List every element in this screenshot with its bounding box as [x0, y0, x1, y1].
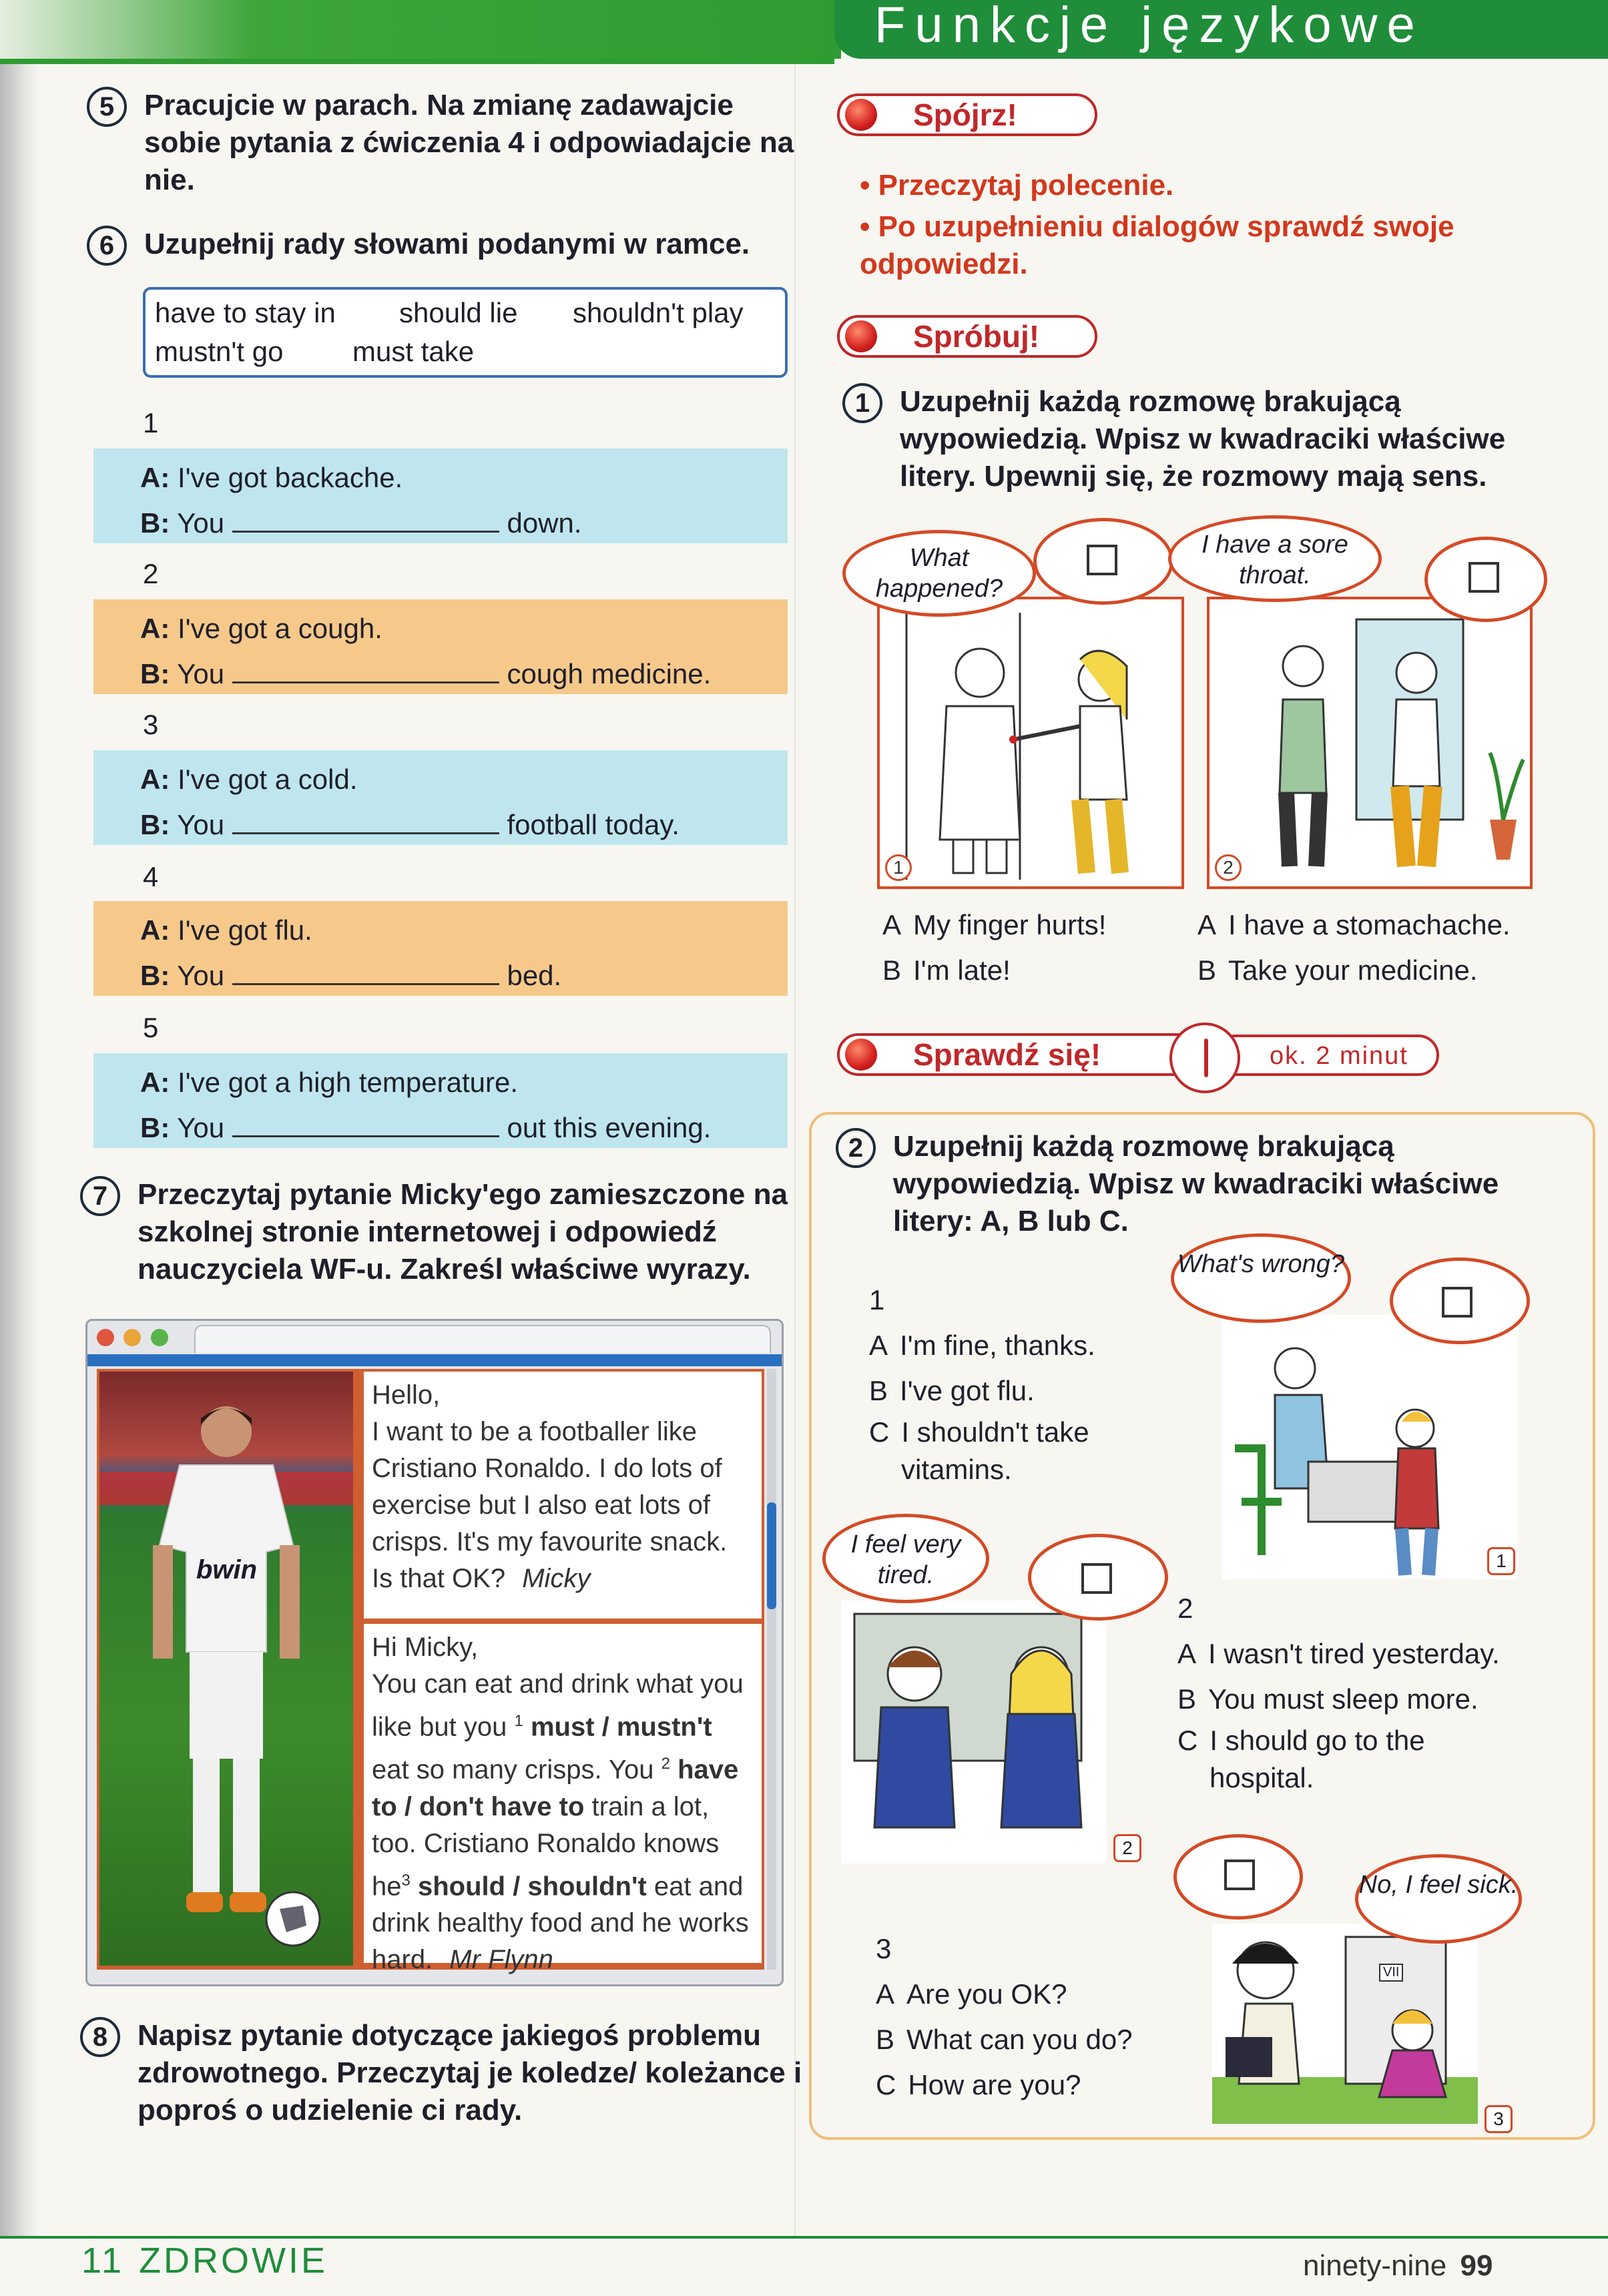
dialog-5	[93, 1053, 788, 1148]
sprobuj-label: Spróbuj!	[913, 319, 1040, 354]
center-divider	[794, 60, 796, 2236]
gap-1-choice[interactable]: must / mustn't	[530, 1712, 712, 1742]
speaker-b-label: B:	[140, 960, 170, 991]
ex2-answer-box-1[interactable]	[1442, 1287, 1472, 1318]
dialog-3	[93, 750, 788, 845]
option-letter: A	[1177, 1638, 1197, 1669]
speaker-a-label: A:	[140, 1067, 170, 1098]
bubble-whats-wrong	[1171, 1233, 1351, 1323]
option-text: My finger hurts!	[913, 909, 1107, 940]
option-letter: A	[882, 909, 902, 940]
ex2-q1-number: 1	[869, 1284, 885, 1316]
bubble-sore-throat-text: I have a sore throat.	[1201, 531, 1348, 589]
ex2-picture-3	[1212, 1924, 1478, 2124]
dialog-2-line-a	[140, 606, 788, 651]
dialog-5-line-b	[140, 1105, 788, 1151]
word-mustnt-go: mustn't go	[155, 336, 284, 367]
doctor-with-sick-boy-illustration	[1222, 1315, 1518, 1579]
dialog-2-a-text: I've got a cough.	[178, 613, 382, 644]
flynn-text-4: eat and drink healthy food and he works hard.	[372, 1871, 749, 1974]
ex1-left-option-a	[882, 902, 1189, 948]
girls-in-corridor-illustration	[1212, 1924, 1478, 2124]
dialog-5-line-a	[140, 1060, 788, 1105]
ex2-instruction: Uzupełnij każdą rozmowę brakującą wypowiedzią. Wpisz w kwadraciki właściwe litery: A, B lub C.	[893, 1130, 1499, 1237]
dialog-1-b-end: down.	[507, 507, 582, 539]
ex8-number: 8	[80, 2017, 120, 2057]
spojrz-label: Spójrz!	[913, 97, 1017, 132]
ex2-q1-option-a	[869, 1323, 1216, 1368]
ex1-instruction: Uzupełnij każdą rozmowę brakującą wypowiedzią. Wpisz w kwadraciki właściwe litery. Upewnij się, że rozmowy mają sens.	[900, 385, 1506, 493]
option-letter: B	[1197, 954, 1217, 986]
dialog-3-number: 3	[143, 709, 159, 740]
ex5-number: 5	[87, 87, 127, 127]
word-box	[143, 287, 788, 378]
ex1-right-option-a	[1197, 902, 1585, 948]
sprawdz-label: Sprawdź się!	[913, 1037, 1101, 1072]
flynn-text-2: eat so many crisps. You	[372, 1755, 654, 1785]
close-dot-icon[interactable]	[97, 1329, 114, 1346]
red-dot-icon	[845, 99, 877, 131]
word-shouldnt-play: shouldn't play	[573, 297, 744, 328]
spojrz-bullet-2: • Po uzupełnieniu dialogów sprawdź swoje odpowiedzi.	[860, 210, 1454, 280]
footballer-photo	[99, 1372, 353, 1966]
maximize-dot-icon[interactable]	[151, 1329, 168, 1346]
bubble-feel-sick	[1355, 1854, 1522, 1944]
flynn-greeting: Hi Micky,	[372, 1633, 479, 1662]
flynn-text-3: train a lot, too. Cristiano Ronaldo knows he	[372, 1791, 720, 1901]
shirt-logo: bwin	[196, 1555, 258, 1585]
gap-2-number: 2	[661, 1755, 670, 1773]
option-letter: A	[1197, 909, 1217, 940]
option-letter: C	[876, 2069, 896, 2100]
door-sign: VII	[1379, 1964, 1403, 1982]
micky-body: I want to be a footballer like Cristiano Ronaldo. I do lots of exercise but I also eat lots of crisps. It's my favourite snack. Is that OK?	[372, 1417, 728, 1593]
word-must-take: must take	[352, 336, 475, 367]
dialog-4-number: 4	[143, 861, 159, 892]
spojrz-pill	[837, 93, 1097, 136]
pic-2-number: 2	[1215, 854, 1242, 881]
ex5-instruction: Pracujcie w parach. Na zmianę zadawajcie sobie pytania z ćwiczenia 4 i odpowiadajcie na nie.	[144, 89, 794, 196]
ex2-q1-option-b	[869, 1368, 1216, 1414]
dialog-3-line-a	[140, 757, 788, 802]
gap-3-choice[interactable]: should / shouldn't	[417, 1871, 647, 1901]
header-green-line	[0, 59, 834, 64]
dialog-1-line-b	[140, 501, 788, 546]
ex7-instruction: Przeczytaj pytanie Micky'ego zamieszczone na szkolnej stronie internetowej i odpowiedź nauczyciela WF-u. Zakreśl właściwe wyrazy.	[138, 1178, 788, 1285]
ex2-header	[836, 1128, 1577, 1240]
message-mr-flynn	[364, 1624, 762, 1974]
option-text: I've got flu.	[900, 1375, 1035, 1406]
footer-page-number: 99	[1460, 2249, 1493, 2282]
dialog-3-you: You	[177, 809, 225, 840]
ex2-q2-number: 2	[1177, 1593, 1193, 1624]
option-text: I wasn't tired yesterday.	[1208, 1638, 1500, 1669]
footer-page	[1303, 2249, 1493, 2283]
bubble-what-happened	[842, 530, 1036, 617]
dialog-2	[93, 599, 788, 694]
option-letter: C	[869, 1416, 890, 1448]
ex1-options-right	[1197, 902, 1585, 993]
dialog-1-line-a	[140, 455, 788, 501]
ex2-picture-1	[1222, 1315, 1518, 1579]
ex2-q2-option-b	[1177, 1677, 1578, 1722]
bubble-feel-tired-text: I feel very tired.	[850, 1530, 961, 1589]
gap-1-number: 1	[514, 1712, 523, 1730]
dialog-1	[93, 449, 788, 543]
ex6-instruction: Uzupełnij rady słowami podanymi w ramce.	[144, 228, 750, 260]
ex5	[87, 87, 794, 199]
ex1-header	[842, 383, 1583, 495]
micky-greeting: Hello,	[372, 1380, 441, 1410]
speaker-a-label: A:	[140, 914, 170, 946]
ex7-header	[80, 1176, 794, 1288]
dialog-4-a-text: I've got flu.	[178, 914, 312, 946]
browser-scrollbar[interactable]	[767, 1369, 776, 1970]
dialog-1-blank[interactable]	[232, 501, 499, 533]
dialog-2-blank[interactable]	[232, 652, 499, 683]
spojrz-bullet-2-text: Po uzupełnieniu dialogów sprawdź swoje odpowiedzi.	[860, 210, 1454, 280]
browser-content	[97, 1369, 764, 1974]
pic-1-number: 1	[885, 854, 912, 881]
option-text: I'm fine, thanks.	[900, 1330, 1095, 1361]
ex1-left-option-b	[882, 948, 1189, 993]
ex2-q1-option-c	[869, 1414, 1155, 1488]
option-letter: B	[1177, 1683, 1197, 1715]
header-green-bar	[0, 0, 841, 59]
ex2-pic-2-number: 2	[1113, 1834, 1141, 1862]
dialog-4	[93, 901, 788, 996]
dialog-2-b-end: cough medicine.	[507, 658, 712, 689]
timer-pill	[1215, 1035, 1439, 1076]
option-letter: B	[882, 954, 902, 986]
speaker-a-label: A:	[140, 613, 170, 644]
timer-text: ok. 2 minut	[1270, 1042, 1408, 1070]
ex1-number: 1	[842, 383, 882, 423]
word-box-row-2	[155, 332, 776, 371]
bubble-feel-tired	[822, 1514, 989, 1603]
tired-boy-and-girl-illustration	[841, 1601, 1107, 1863]
speaker-a-label: A:	[140, 764, 170, 795]
word-box-row-1	[155, 294, 776, 332]
footer-unit-name: ZDROWIE	[139, 2241, 328, 2281]
ex2-pic-3-number: 3	[1485, 2105, 1513, 2133]
window-controls	[97, 1329, 168, 1350]
red-dot-icon	[845, 320, 877, 352]
option-text: I'm late!	[913, 954, 1011, 986]
footer-unit	[81, 2240, 328, 2281]
dialog-5-number: 5	[143, 1012, 159, 1043]
speaker-b-label: B:	[140, 507, 170, 539]
dialog-4-you: You	[177, 960, 225, 991]
bubble-sore-throat	[1168, 515, 1382, 602]
option-text: I shouldn't take vitamins.	[901, 1416, 1089, 1485]
ex2-picture-2	[841, 1601, 1107, 1863]
dialog-5-you: You	[177, 1112, 225, 1143]
dialog-3-a-text: I've got a cold.	[178, 764, 358, 795]
micky-signature: Micky	[522, 1564, 591, 1593]
speaker-a-label: A:	[140, 462, 170, 493]
clock-icon	[1169, 1023, 1240, 1093]
option-letter: A	[876, 1978, 895, 2010]
minimize-dot-icon[interactable]	[123, 1329, 141, 1346]
ex1-picture-1	[877, 597, 1184, 889]
ex1-options-left	[882, 902, 1189, 993]
browser-tab[interactable]	[194, 1325, 771, 1353]
dialog-3-b-end: football today.	[507, 809, 680, 840]
ex2-q1	[869, 1277, 1216, 1488]
dialog-5-a-text: I've got a high temperature.	[178, 1067, 518, 1098]
flynn-signature: Mr Flynn	[449, 1944, 553, 1974]
ex2-pic-1-number: 1	[1487, 1547, 1515, 1575]
ex2-q2-option-c	[1177, 1722, 1503, 1797]
ex8-instruction: Napisz pytanie dotyczące jakiegoś problemu zdrowotnego. Przeczytaj je koledze/ koleżance i poproś o udzielenie ci rady.	[138, 2019, 802, 2126]
ex2-q3-option-a	[876, 1972, 1223, 2017]
option-text: Take your medicine.	[1228, 954, 1478, 986]
speaker-b-label: B:	[140, 1112, 170, 1143]
ex2-q2	[1177, 1586, 1578, 1797]
bubble-feel-sick-text: No, I feel sick.	[1358, 1871, 1519, 1899]
ex1-right-option-b	[1197, 948, 1585, 993]
ex6-header	[87, 226, 794, 266]
option-letter: C	[1177, 1725, 1198, 1756]
dialog-1-a-text: I've got backache.	[178, 462, 403, 493]
message-micky	[364, 1372, 762, 1619]
option-letter: B	[876, 2024, 895, 2055]
binding-shadow	[0, 0, 40, 2293]
scrollbar-thumb[interactable]	[767, 1502, 776, 1609]
sore-throat-illustration	[1210, 599, 1530, 886]
ex2-q3-number: 3	[876, 1933, 892, 1964]
red-dot-icon	[845, 1039, 877, 1071]
ex2-q3-option-c	[876, 2062, 1223, 2108]
dialog-2-line-b	[140, 651, 788, 697]
ex7-number: 7	[80, 1176, 120, 1216]
ex2-q3	[876, 1926, 1223, 2108]
dialog-3-blank[interactable]	[232, 803, 499, 834]
dialog-1-number: 1	[143, 407, 159, 439]
speaker-b-label: B:	[140, 809, 170, 840]
footer-page-words: ninety-nine	[1303, 2249, 1447, 2282]
gap-3-number: 3	[401, 1871, 411, 1890]
sprobuj-pill	[837, 315, 1097, 358]
ex1-picture-2	[1207, 597, 1533, 889]
dialog-3-line-b	[140, 802, 788, 848]
option-letter: A	[869, 1330, 888, 1361]
dialog-4-line-b	[140, 953, 788, 998]
word-have-to-stay-in: have to stay in	[155, 297, 336, 328]
dialog-4-b-end: bed.	[507, 960, 562, 991]
dialog-2-number: 2	[143, 558, 159, 589]
doctor-and-patient-illustration	[880, 599, 1181, 886]
flynn-text-1: You can eat and drink what you like but you	[372, 1669, 744, 1742]
option-letter: B	[869, 1375, 888, 1406]
bubble-whats-wrong-text: What's wrong?	[1177, 1250, 1345, 1278]
dialog-4-line-a	[140, 908, 788, 953]
ex2-answer-box-3[interactable]	[1224, 1859, 1255, 1890]
spojrz-bullet-1-text: Przeczytaj polecenie.	[878, 169, 1174, 202]
header-title: Funkcje językowe	[874, 0, 1424, 53]
ex2-q3-option-b	[876, 2017, 1223, 2062]
ex2-number: 2	[836, 1128, 876, 1168]
browser-blue-strip	[87, 1354, 782, 1366]
dialog-5-blank[interactable]	[232, 1106, 499, 1137]
ex2-answer-box-2[interactable]	[1081, 1563, 1112, 1594]
ex8-header	[80, 2017, 802, 2129]
ex2-q2-option-a	[1177, 1631, 1578, 1677]
option-text: I should go to the hospital.	[1210, 1725, 1425, 1793]
dialog-2-you: You	[177, 658, 225, 689]
footballer-figure	[99, 1372, 353, 1966]
gap-2-choice[interactable]: have to / don't have to	[372, 1755, 739, 1821]
option-text: I have a stomachache.	[1228, 909, 1511, 940]
ex1-answer-box-1[interactable]	[1087, 545, 1117, 575]
sprawdz-pill	[837, 1033, 1211, 1076]
dialog-4-blank[interactable]	[232, 954, 499, 985]
ex6-number: 6	[87, 226, 127, 266]
spojrz-bullet-1: • Przeczytaj polecenie.	[860, 169, 1174, 202]
bubble-what-happened-text: What happened?	[875, 544, 1003, 603]
option-text: Are you OK?	[906, 1978, 1067, 2010]
browser-window	[85, 1319, 784, 1986]
option-text: How are you?	[908, 2069, 1081, 2100]
dialog-5-b-end: out this evening.	[507, 1112, 712, 1143]
dialog-1-you: You	[177, 507, 225, 539]
speaker-b-label: B:	[140, 658, 170, 689]
word-should-lie: should lie	[399, 297, 518, 328]
option-text: You must sleep more.	[1208, 1683, 1479, 1715]
option-text: What can you do?	[906, 2024, 1133, 2055]
footer-unit-number: 11	[81, 2241, 125, 2281]
ex1-answer-box-2[interactable]	[1468, 562, 1499, 593]
